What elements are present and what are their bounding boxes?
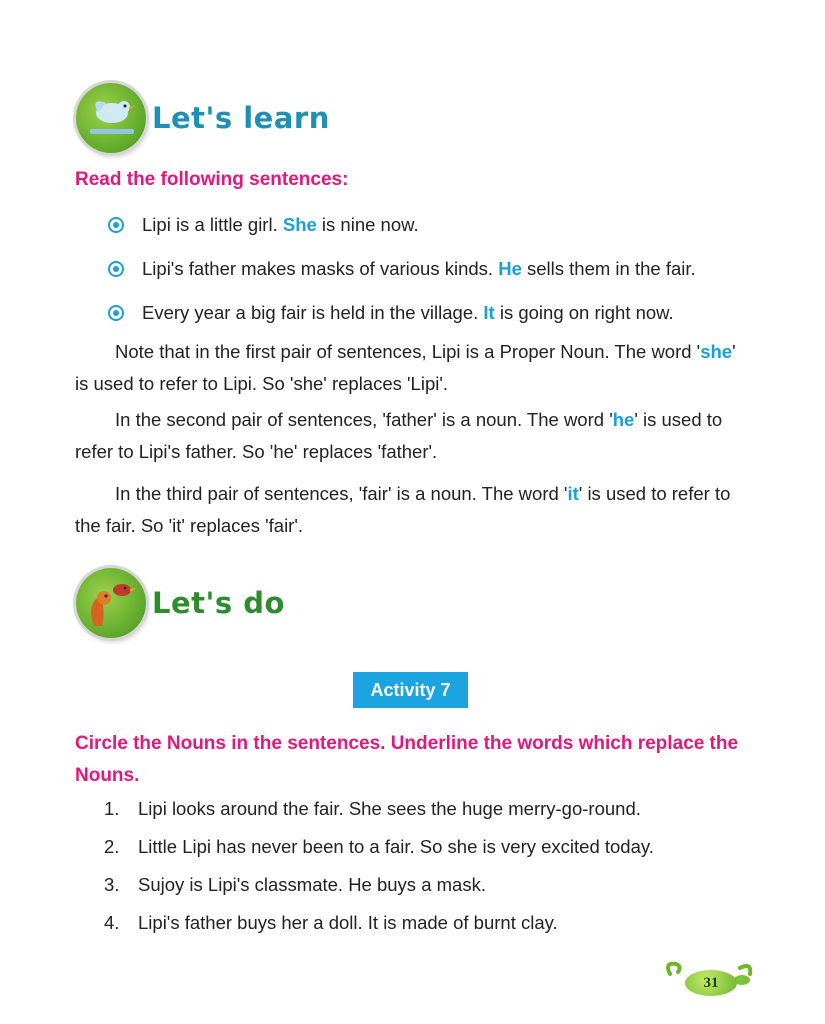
bullet-icon <box>108 305 124 321</box>
question-text: Little Lipi has never been to a fair. So she is very excited today. <box>138 836 654 857</box>
lets-do-header <box>76 568 285 638</box>
question-number: 2. <box>104 836 120 857</box>
page-number: 31 <box>685 970 737 996</box>
question-number: 4. <box>104 912 120 933</box>
list-item <box>108 247 696 291</box>
question-number: 3. <box>104 874 120 895</box>
sentence-text: Lipi is a little girl. She is nine now. <box>142 214 419 235</box>
bullet-icon <box>108 261 124 277</box>
read-sentences-heading: Read the following sentences: <box>75 169 349 190</box>
sentence-text: Lipi's father makes masks of various kinds. He sells them in the fair. <box>142 258 696 279</box>
list-item <box>104 866 654 904</box>
list-item <box>104 828 654 866</box>
explanation-paragraph: In the second pair of sentences, 'father' is a noun. The word 'he' is used to refer to Lipi's father. So 'he' replaces 'father'. <box>75 409 723 462</box>
question-text: Lipi's father buys her a doll. It is made of burnt clay. <box>138 912 558 933</box>
activity-instruction: Circle the Nouns in the sentences. Underline the words which replace the Nouns. <box>75 733 739 786</box>
lets-learn-title: Let's learn <box>152 101 330 135</box>
lets-learn-header <box>76 83 330 153</box>
lets-do-title: Let's do <box>152 586 285 620</box>
bullet-icon <box>108 217 124 233</box>
list-item <box>108 203 696 247</box>
question-text: Sujoy is Lipi's classmate. He buys a mask. <box>138 874 486 895</box>
explanation-paragraph: Note that in the first pair of sentences, Lipi is a Proper Noun. The word 'she' is used to refer to Lipi. So 'she' replaces 'Lipi'. <box>75 341 736 394</box>
list-item <box>104 790 654 828</box>
list-item <box>104 904 654 942</box>
bird-icon <box>76 83 146 153</box>
explanation-paragraph: In the third pair of sentences, 'fair' is a noun. The word 'it' is used to refer to the fair. So 'it' replaces 'fair'. <box>75 483 731 536</box>
activity-questions-list <box>104 790 654 942</box>
sentence-text: Every year a big fair is held in the village. It is going on right now. <box>142 302 674 323</box>
example-sentences-list <box>108 203 696 335</box>
list-item <box>108 291 696 335</box>
activity-label: Activity 7 <box>353 672 468 708</box>
question-number: 1. <box>104 798 120 819</box>
question-text: Lipi looks around the fair. She sees the huge merry-go-round. <box>138 798 641 819</box>
squirrel-bird-icon <box>76 568 146 638</box>
